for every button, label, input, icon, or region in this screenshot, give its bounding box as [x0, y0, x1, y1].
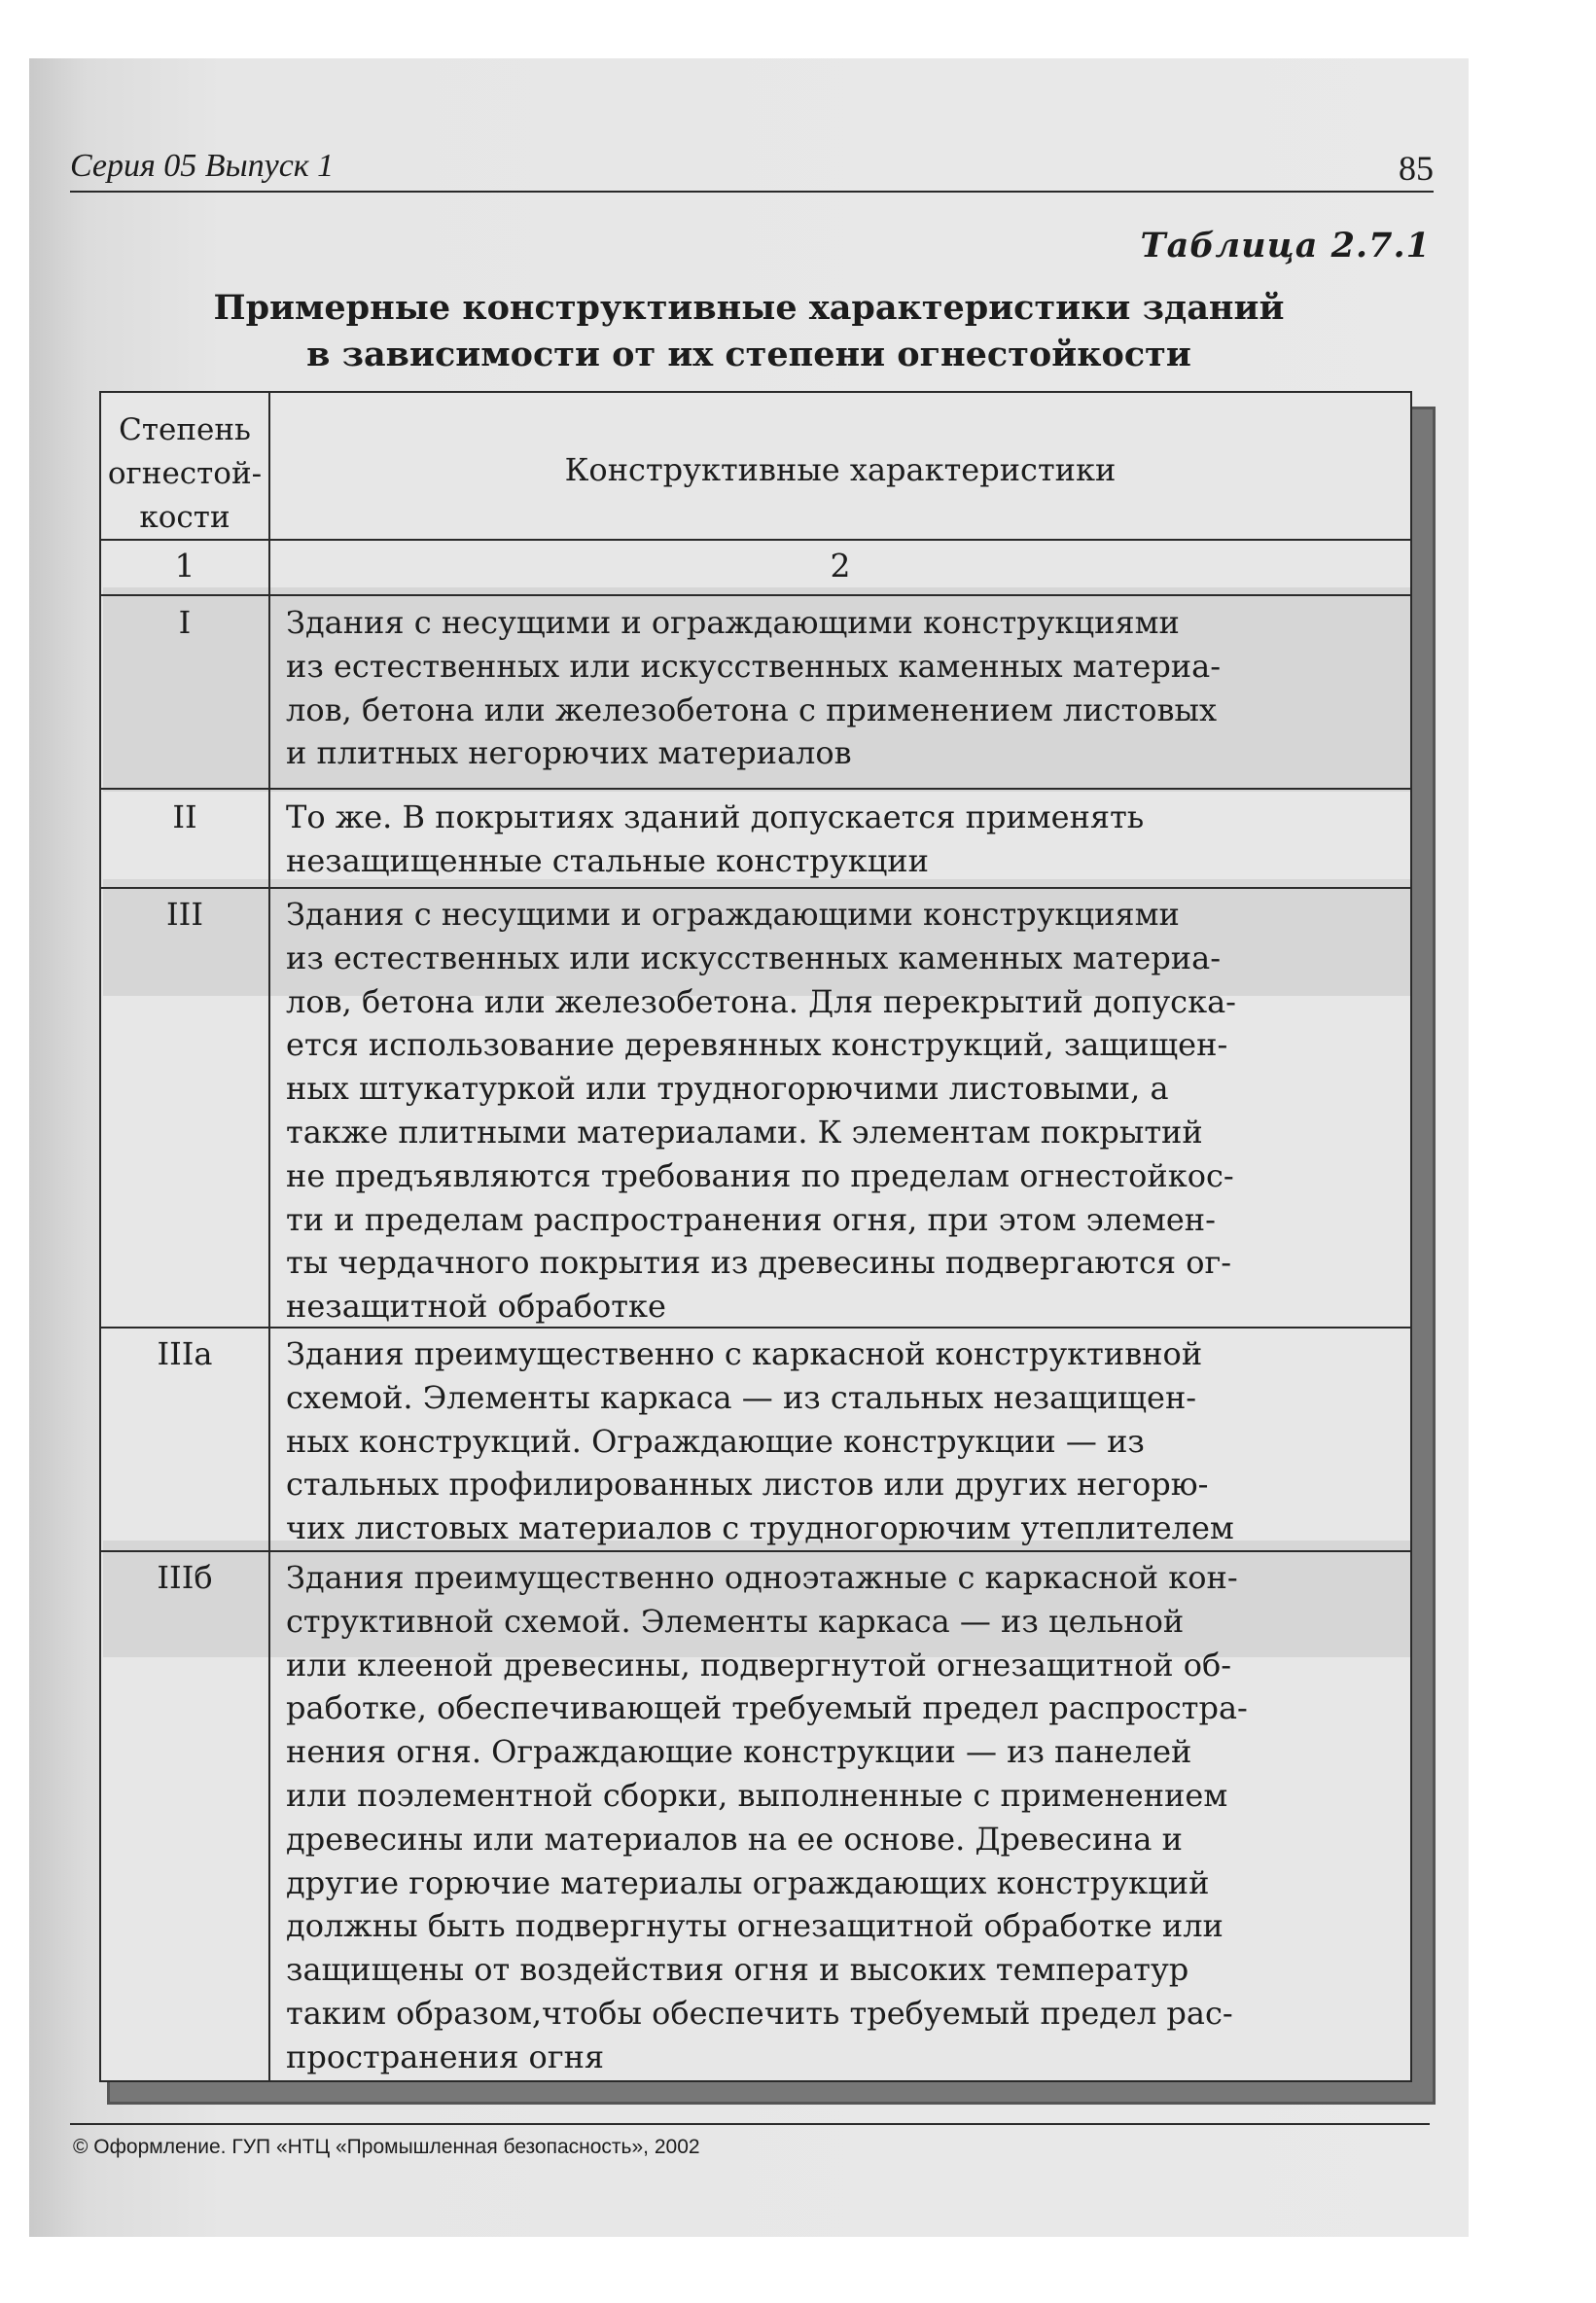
description-line: ты чердачного покрытия из древесины подвергаются ог-: [286, 1244, 1232, 1282]
description-line: таким образом,чтобы обеспечить требуемый предел рас-: [286, 1994, 1233, 2032]
description-line: стальных профилированных листов или других негорю-: [286, 1466, 1209, 1504]
header-degree: [101, 408, 268, 540]
table-title-line-2: в зависимости от их степени огнестойкости: [306, 335, 1191, 374]
header-characteristics: Конструктивные характеристики: [564, 451, 1117, 488]
description-line: схемой. Элементы каркаса — из стальных незащищен-: [286, 1378, 1197, 1416]
description-line: пространения огня: [286, 2037, 605, 2075]
description-line: чих листовых материалов с трудногорючим утеплителем: [286, 1509, 1234, 1547]
column-number-2: 2: [830, 547, 851, 585]
header-degree-line: Степень: [119, 412, 251, 447]
series-label: Серия 05 Выпуск 1: [70, 148, 335, 184]
column-number-1: 1: [174, 547, 195, 585]
description-cell: [286, 601, 1395, 775]
description-line: должны быть подвергнуты огнезащитной обработке или: [286, 1907, 1224, 1945]
description-line: Здания преимущественно с каркасной конструктивной: [286, 1335, 1203, 1372]
header-degree-line: кости: [139, 500, 231, 535]
description-line: нения огня. Ограждающие конструкции — из панелей: [286, 1733, 1192, 1771]
degree-cell: IIIа: [157, 1335, 213, 1372]
description-line: работке, обеспечивающей требуемый предел распростра-: [286, 1689, 1248, 1727]
description-cell: [286, 1332, 1395, 1550]
footer-divider: [70, 2123, 1430, 2125]
description-line: незащитной обработке: [286, 1288, 666, 1326]
degree-cell: I: [178, 604, 192, 641]
description-line: ти и пределам распространения огня, при этом элемен-: [286, 1200, 1216, 1238]
description-line: Здания преимущественно одноэтажные с каркасной кон-: [286, 1559, 1238, 1596]
page-number: 85: [1399, 149, 1434, 188]
description-line: защищены от воздействия огня и высоких температур: [286, 1951, 1189, 1989]
description-line: Здания с несущими и ограждающими конструкциями: [286, 896, 1180, 933]
description-line: другие горючие материалы ограждающих конструкций: [286, 1863, 1210, 1901]
table-title-line-1: Примерные конструктивные характеристики зданий: [213, 288, 1285, 328]
description-line: из естественных или искусственных каменных материа-: [286, 939, 1222, 976]
description-line: незащищенные стальные конструкции: [286, 841, 929, 879]
description-line: ется использование деревянных конструкций, защищен-: [286, 1026, 1228, 1064]
description-line: лов, бетона или железобетона. Для перекрытий допуска-: [286, 982, 1236, 1020]
description-line: структивной схемой. Элементы каркаса — из цельной: [286, 1602, 1185, 1640]
description-line: и плитных негорючих материалов: [286, 734, 852, 772]
page-header: [70, 146, 1434, 193]
column-divider: [268, 393, 270, 2080]
degree-cell: IIIб: [157, 1559, 213, 1596]
table-title: [78, 285, 1420, 378]
description-line: древесины или материалов на ее основе. Древесина и: [286, 1820, 1183, 1858]
table-label: Таблица 2.7.1: [1140, 226, 1431, 266]
header-degree-line: огнестой-: [107, 456, 263, 491]
description-line: То же. В покрытиях зданий допускается применять: [286, 798, 1145, 835]
fire-resistance-table: [99, 391, 1412, 2082]
numbers-divider: [101, 594, 1410, 596]
degree-cell: II: [172, 798, 197, 835]
description-cell: [286, 893, 1395, 1329]
row-divider: [101, 788, 1410, 790]
description-line: из естественных или искусственных каменных материа-: [286, 647, 1222, 685]
description-line: ных конструкций. Ограждающие конструкции — из: [286, 1422, 1145, 1460]
description-cell: [286, 1556, 1395, 2079]
description-line: ных штукатуркой или трудногорючими листовыми, а: [286, 1070, 1169, 1108]
description-line: также плитными материалами. К элементам покрытий: [286, 1113, 1203, 1151]
description-line: лов, бетона или железобетона с применением листовых: [286, 691, 1218, 728]
row-divider: [101, 887, 1410, 889]
description-line: не предъявляются требования по пределам огнестойкос-: [286, 1156, 1234, 1194]
row-divider: [101, 1550, 1410, 1552]
copyright-footer: © Оформление. ГУП «НТЦ «Промышленная безопасность», 2002: [73, 2136, 700, 2158]
description-line: Здания с несущими и ограждающими конструкциями: [286, 604, 1180, 641]
header-divider: [101, 539, 1410, 541]
description-cell: [286, 796, 1395, 883]
degree-cell: III: [166, 896, 203, 933]
description-line: или клееной древесины, подвергнутой огнезащитной об-: [286, 1646, 1232, 1683]
description-line: или поэлементной сборки, выполненные с применением: [286, 1776, 1228, 1814]
